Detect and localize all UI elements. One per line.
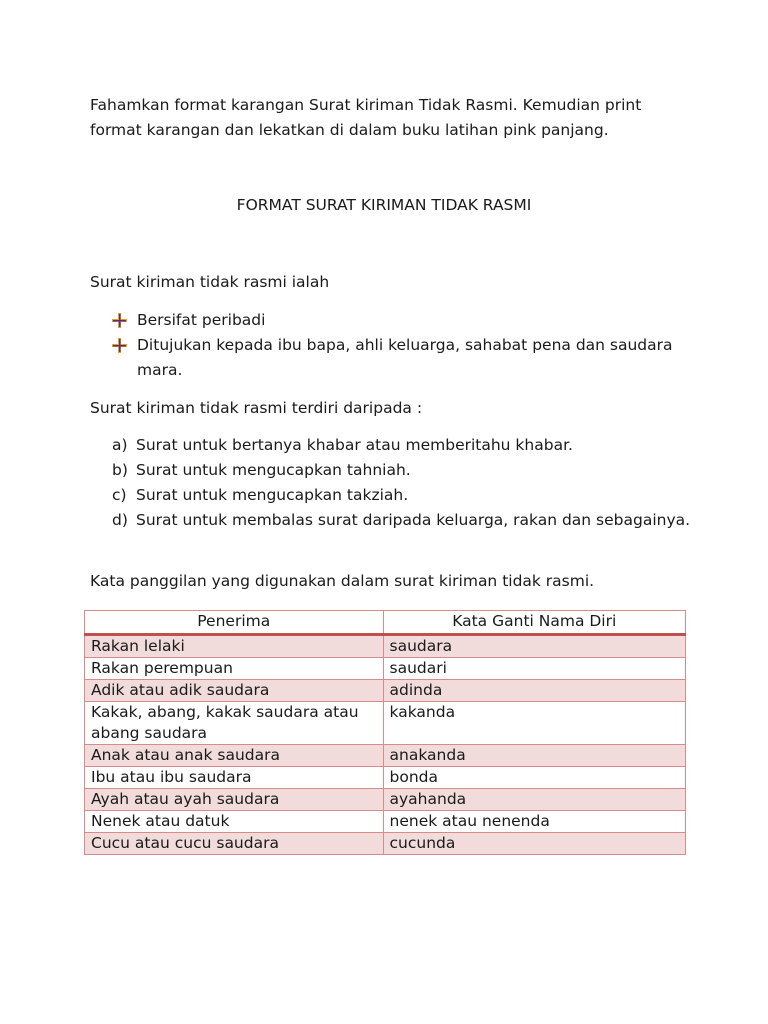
list-item	[112, 458, 692, 483]
column-header-recipient: Penerima	[85, 611, 384, 635]
table-header-row	[85, 611, 686, 635]
table-cell: bonda	[383, 767, 685, 789]
bullet-list	[110, 308, 700, 383]
table-row	[85, 658, 686, 680]
table-row	[85, 789, 686, 811]
table-cell: Ayah atau ayah saudara	[85, 789, 384, 811]
lettered-list	[112, 433, 692, 533]
list-item-text: Surat untuk mengucapkan tahniah.	[136, 461, 411, 479]
table-cell: Anak atau anak saudara	[85, 745, 384, 767]
list-item	[112, 433, 692, 458]
intro-paragraph: Fahamkan format karangan Surat kiriman Tidak Rasmi. Kemudian print format karangan dan lekatkan di dalam buku latihan pink panjang.	[90, 96, 642, 139]
table-cell: adinda	[383, 680, 685, 702]
section-heading-table: Kata panggilan yang digunakan dalam surat kiriman tidak rasmi.	[90, 572, 595, 590]
plus-bullet-icon	[111, 312, 128, 329]
forms-of-address-table	[84, 610, 686, 855]
section-heading-types: Surat kiriman tidak rasmi terdiri daripada :	[90, 399, 423, 417]
table-row	[85, 833, 686, 855]
table-cell: nenek atau nenenda	[383, 811, 685, 833]
table-row	[85, 635, 686, 658]
table-row	[85, 680, 686, 702]
list-item	[110, 308, 700, 333]
list-marker: c)	[112, 486, 127, 504]
section-heading-definition: Surat kiriman tidak rasmi ialah	[90, 273, 330, 291]
list-item	[112, 483, 692, 508]
list-item-text: Surat untuk membalas surat daripada keluarga, rakan dan sebagainya.	[136, 511, 691, 529]
list-item-text: Surat untuk mengucapkan takziah.	[136, 486, 409, 504]
table-row	[85, 702, 686, 745]
table-cell: Adik atau adik saudara	[85, 680, 384, 702]
table-cell: Kakak, abang, kakak saudara atau abang saudara	[85, 702, 384, 745]
table-cell: Cucu atau cucu saudara	[85, 833, 384, 855]
table-cell: Rakan lelaki	[85, 635, 384, 658]
table-cell: cucunda	[383, 833, 685, 855]
bullet-text: Ditujukan kepada ibu bapa, ahli keluarga, sahabat pena dan saudara mara.	[137, 336, 673, 379]
list-item	[110, 333, 700, 383]
table-row	[85, 767, 686, 789]
table-row	[85, 811, 686, 833]
table-cell: saudara	[383, 635, 685, 658]
table-cell: saudari	[383, 658, 685, 680]
column-header-pronoun: Kata Ganti Nama Diri	[383, 611, 685, 635]
table-cell: Rakan perempuan	[85, 658, 384, 680]
bullet-text: Bersifat peribadi	[137, 311, 266, 329]
list-marker: b)	[112, 461, 128, 479]
plus-bullet-icon	[111, 337, 128, 354]
list-item-text: Surat untuk bertanya khabar atau memberitahu khabar.	[136, 436, 573, 454]
table-cell: Nenek atau datuk	[85, 811, 384, 833]
list-marker: a)	[112, 436, 128, 454]
list-item	[112, 508, 692, 533]
table-cell: kakanda	[383, 702, 685, 745]
table-cell: Ibu atau ibu saudara	[85, 767, 384, 789]
table-cell: ayahanda	[383, 789, 685, 811]
page-title: FORMAT SURAT KIRIMAN TIDAK RASMI	[236, 196, 532, 214]
list-marker: d)	[112, 511, 128, 529]
table-cell: anakanda	[383, 745, 685, 767]
table-row	[85, 745, 686, 767]
